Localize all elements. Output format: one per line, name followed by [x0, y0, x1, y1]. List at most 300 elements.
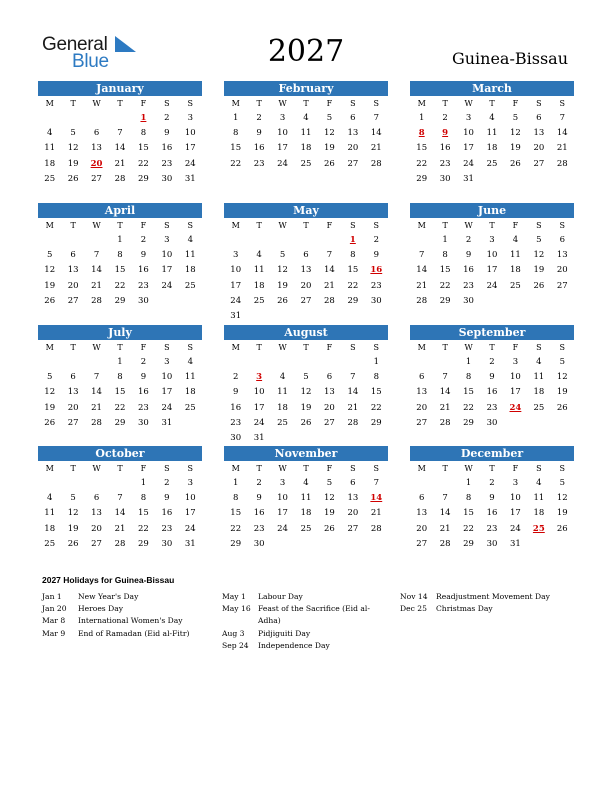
day-cell: 27: [347, 523, 359, 534]
weekday-label: T: [256, 99, 262, 108]
day-cell: 3: [279, 113, 286, 123]
month-grid: [224, 219, 388, 324]
holiday-marker: 1: [349, 235, 356, 245]
day-cell: 15: [230, 508, 242, 519]
day-cell: 18: [300, 143, 312, 154]
day-cell: 22: [114, 280, 126, 291]
day-cell: 30: [486, 417, 498, 428]
month-may: [224, 203, 388, 324]
day-cell: 19: [533, 265, 545, 276]
day-cell: 18: [533, 508, 545, 519]
day-cell: 8: [442, 250, 448, 261]
empty-cell: [224, 233, 247, 248]
day-cell: 20: [67, 402, 79, 413]
weekday-label: S: [536, 221, 542, 230]
empty-cell: [318, 233, 341, 248]
day-cell: 1: [117, 235, 123, 245]
day-cell: 12: [67, 143, 79, 154]
day-cell: 13: [347, 128, 359, 139]
day-cell: 12: [533, 250, 545, 261]
day-cell: 26: [556, 523, 568, 534]
holiday-item: [42, 591, 192, 603]
day-cell: 21: [370, 143, 382, 154]
day-cell: 5: [559, 357, 565, 367]
day-cell: 12: [44, 265, 56, 276]
holiday-marker: 24: [509, 402, 522, 413]
day-cell: 3: [187, 113, 193, 123]
day-cell: 29: [138, 538, 149, 549]
day-cell: 2: [442, 113, 448, 123]
weekday-label: T: [442, 343, 448, 352]
day-cell: 29: [463, 417, 474, 428]
weekday-label: W: [278, 343, 287, 352]
month-grid: [38, 341, 202, 431]
weekday-label: S: [559, 99, 566, 108]
weekday-label: S: [164, 343, 170, 352]
weekday-label: F: [140, 343, 147, 352]
logo-text-general: General: [42, 34, 108, 55]
day-cell: 19: [510, 143, 521, 154]
weekday-label: T: [117, 221, 123, 230]
day-cell: 7: [373, 113, 379, 123]
holiday-date: Mar 9: [42, 628, 66, 638]
day-cell: 4: [187, 357, 193, 367]
day-cell: 13: [556, 250, 568, 261]
day-cell: 8: [140, 493, 147, 504]
day-cell: 26: [300, 417, 312, 428]
month-september: [410, 325, 574, 431]
empty-cell: [294, 355, 317, 370]
day-cell: 26: [510, 158, 521, 169]
day-cell: 9: [373, 250, 379, 261]
empty-cell: [38, 355, 61, 370]
day-cell-holiday: [132, 111, 155, 126]
month-march: [410, 81, 574, 187]
weekday-label: T: [489, 343, 495, 352]
day-cell: 19: [277, 280, 288, 291]
holiday-column: [222, 591, 372, 652]
empty-cell: [247, 355, 270, 370]
day-cell: 9: [256, 128, 262, 139]
month-june: [410, 203, 574, 309]
day-cell: 26: [556, 402, 568, 413]
month-title: July: [38, 325, 202, 340]
weekday-label: M: [45, 343, 54, 352]
day-cell: 23: [253, 523, 265, 534]
day-cell: 4: [279, 372, 286, 383]
day-cell: 28: [91, 417, 102, 428]
holiday-item: [222, 640, 372, 652]
day-cell: 4: [47, 128, 53, 139]
day-cell: 6: [419, 372, 425, 383]
weekday-label: S: [187, 464, 194, 473]
day-cell: 18: [510, 265, 521, 276]
weekday-label: T: [256, 343, 262, 352]
day-cell: 25: [300, 158, 312, 169]
day-cell: 30: [486, 538, 498, 549]
weekday-label: T: [70, 221, 76, 230]
day-cell: 8: [233, 493, 239, 504]
holiday-marker: 8: [418, 128, 425, 139]
day-cell: 17: [184, 143, 196, 154]
day-cell: 20: [324, 402, 335, 413]
day-cell: 28: [347, 417, 359, 428]
day-cell: 23: [230, 417, 242, 428]
holiday-marker: 9: [442, 128, 449, 139]
day-cell: 11: [300, 128, 312, 139]
day-cell: 1: [419, 113, 425, 123]
day-cell: 25: [277, 417, 288, 428]
month-november: [224, 446, 388, 552]
day-cell: 31: [230, 310, 242, 321]
day-cell: 15: [347, 265, 359, 276]
day-cell: 12: [556, 493, 568, 504]
day-cell: 16: [161, 508, 173, 519]
day-cell: 14: [91, 265, 102, 276]
day-cell: 18: [184, 387, 196, 398]
day-cell: 16: [253, 508, 265, 519]
day-cell: 22: [370, 402, 382, 413]
day-cell: 22: [138, 523, 149, 534]
weekday-label: T: [117, 343, 123, 352]
day-cell: 19: [44, 402, 56, 413]
day-cell: 13: [533, 128, 545, 139]
day-cell: 4: [256, 250, 262, 261]
weekday-label: W: [464, 343, 473, 352]
month-grid: [224, 462, 388, 552]
day-cell: 16: [486, 387, 498, 398]
day-cell: 17: [463, 143, 474, 154]
day-cell: 3: [512, 357, 519, 367]
holiday-name: Pidjiguiti Day: [258, 628, 311, 638]
day-cell: 24: [277, 158, 288, 169]
day-cell: 6: [93, 128, 100, 139]
day-cell: 16: [138, 265, 149, 276]
day-cell: 9: [164, 128, 170, 139]
weekday-label: T: [117, 99, 123, 108]
day-cell: 27: [416, 538, 428, 549]
weekday-label: M: [417, 221, 426, 230]
weekday-label: M: [417, 99, 426, 108]
weekday-label: T: [489, 464, 495, 473]
holiday-name: International Women's Day: [78, 616, 183, 626]
month-grid: [224, 341, 388, 446]
day-cell: 10: [486, 250, 498, 261]
month-title: May: [224, 203, 388, 218]
day-cell: 2: [140, 235, 147, 245]
day-cell: 23: [161, 158, 173, 169]
day-cell: 5: [279, 250, 286, 261]
weekday-label: T: [303, 343, 309, 352]
day-cell-holiday: [410, 126, 433, 141]
day-cell: 24: [184, 523, 196, 534]
day-cell: 19: [67, 523, 79, 534]
day-cell: 26: [324, 158, 335, 169]
day-cell: 6: [536, 113, 542, 123]
day-cell: 9: [256, 493, 262, 504]
weekday-label: M: [417, 343, 426, 352]
weekday-label: T: [303, 464, 309, 473]
day-cell: 7: [117, 128, 123, 139]
day-cell: 15: [138, 508, 149, 519]
day-cell: 8: [465, 493, 472, 504]
holiday-name: Independence Day: [258, 640, 330, 650]
day-cell: 15: [138, 143, 149, 154]
day-cell: 24: [486, 280, 498, 291]
day-cell: 24: [463, 158, 474, 169]
day-cell: 12: [67, 508, 79, 519]
day-cell: 23: [486, 523, 498, 534]
day-cell: 2: [489, 357, 495, 367]
empty-cell: [38, 233, 61, 248]
day-cell: 4: [512, 235, 519, 245]
empty-cell: [433, 476, 456, 491]
holiday-date: May 1: [222, 592, 246, 601]
day-cell: 31: [463, 173, 474, 184]
day-cell: 19: [556, 508, 568, 519]
day-cell: 28: [324, 295, 335, 306]
day-cell: 22: [114, 402, 126, 413]
day-cell: 30: [161, 538, 173, 549]
day-cell: 17: [161, 387, 173, 398]
day-cell: 23: [370, 280, 382, 291]
day-cell: 20: [533, 143, 545, 154]
empty-cell: [410, 233, 433, 248]
day-cell: 10: [510, 372, 521, 383]
day-cell: 16: [161, 143, 173, 154]
day-cell: 26: [324, 523, 335, 534]
day-cell: 7: [350, 372, 356, 383]
day-cell: 29: [439, 295, 451, 306]
calendar-country: Guinea-Bissau: [451, 49, 568, 68]
day-cell: 15: [114, 265, 126, 276]
day-cell: 16: [253, 143, 265, 154]
day-cell: 10: [230, 265, 242, 276]
weekday-label: T: [303, 99, 309, 108]
day-cell: 25: [44, 538, 56, 549]
holiday-name: Heroes Day: [78, 604, 124, 614]
day-cell: 3: [164, 357, 170, 367]
month-grid: [224, 97, 388, 172]
day-cell: 28: [91, 295, 102, 306]
day-cell: 10: [277, 493, 288, 504]
day-cell: 25: [184, 402, 196, 413]
day-cell: 24: [184, 158, 196, 169]
day-cell: 15: [114, 387, 126, 398]
day-cell-holiday: [85, 157, 108, 172]
day-cell: 25: [533, 402, 545, 413]
weekday-label: S: [350, 221, 356, 230]
weekday-label: S: [536, 464, 542, 473]
day-cell: 14: [439, 387, 451, 398]
day-cell: 25: [253, 295, 265, 306]
day-cell: 19: [44, 280, 56, 291]
empty-cell: [433, 355, 456, 370]
holiday-date: Nov 14: [400, 592, 428, 601]
day-cell: 9: [164, 493, 170, 504]
day-cell: 3: [279, 478, 286, 488]
day-cell: 6: [350, 478, 356, 488]
weekday-label: W: [464, 99, 473, 108]
weekday-label: S: [164, 221, 170, 230]
day-cell: 8: [350, 250, 356, 261]
month-grid: [38, 462, 202, 552]
day-cell: 7: [442, 372, 448, 383]
day-cell: 31: [510, 538, 521, 549]
day-cell: 27: [91, 173, 102, 184]
day-cell: 10: [463, 128, 474, 139]
day-cell: 25: [300, 523, 312, 534]
day-cell: 28: [556, 158, 568, 169]
day-cell: 6: [559, 235, 565, 245]
calendar-year: 2027: [267, 34, 345, 69]
day-cell: 20: [556, 265, 568, 276]
day-cell: 26: [44, 417, 56, 428]
empty-cell: [410, 476, 433, 491]
day-cell: 28: [416, 295, 428, 306]
day-cell: 29: [463, 538, 474, 549]
day-cell: 10: [277, 128, 288, 139]
month-april: [38, 203, 202, 309]
weekday-label: T: [442, 99, 448, 108]
holiday-item: [222, 603, 372, 627]
empty-cell: [38, 476, 61, 491]
month-grid: [38, 97, 202, 187]
month-title: June: [410, 203, 574, 218]
day-cell: 26: [277, 295, 288, 306]
weekday-label: S: [373, 464, 380, 473]
day-cell: 21: [91, 280, 102, 291]
day-cell: 18: [184, 265, 196, 276]
weekday-label: T: [489, 221, 495, 230]
holiday-date: Sep 24: [222, 640, 249, 650]
holiday-item: [400, 591, 582, 603]
holiday-marker: 16: [370, 265, 383, 276]
day-cell: 21: [324, 280, 335, 291]
day-cell: 5: [326, 113, 333, 123]
day-cell: 6: [70, 372, 76, 383]
weekday-label: F: [326, 221, 333, 230]
day-cell: 30: [138, 417, 149, 428]
empty-cell: [410, 355, 433, 370]
day-cell: 10: [184, 493, 196, 504]
holiday-marker: 1: [140, 113, 147, 123]
month-august: [224, 325, 388, 446]
empty-cell: [108, 111, 131, 126]
day-cell: 29: [230, 538, 242, 549]
day-cell: 27: [67, 295, 79, 306]
day-cell: 26: [67, 173, 79, 184]
day-cell: 17: [510, 387, 521, 398]
day-cell: 22: [347, 280, 359, 291]
day-cell: 3: [512, 478, 519, 488]
day-cell: 22: [463, 523, 474, 534]
weekday-label: S: [373, 343, 380, 352]
day-cell: 28: [370, 158, 382, 169]
day-cell: 17: [253, 402, 265, 413]
weekday-label: F: [512, 221, 519, 230]
day-cell: 30: [138, 295, 149, 306]
holiday-date: May 16: [222, 604, 251, 614]
day-cell: 19: [324, 143, 335, 154]
day-cell: 3: [187, 478, 193, 488]
day-cell: 10: [161, 372, 173, 383]
day-cell: 8: [373, 372, 379, 383]
weekday-label: T: [256, 464, 262, 473]
day-cell: 20: [347, 508, 359, 519]
holiday-item: [400, 603, 582, 615]
day-cell: 13: [416, 387, 428, 398]
day-cell: 20: [91, 523, 102, 534]
day-cell: 12: [300, 387, 312, 398]
holidays-title: 2027 Holidays for Guinea-Bissau: [42, 575, 175, 585]
day-cell: 20: [347, 143, 359, 154]
day-cell: 9: [140, 372, 147, 383]
weekday-label: S: [350, 99, 356, 108]
day-cell: 22: [138, 158, 149, 169]
day-cell: 4: [536, 357, 542, 367]
day-cell: 19: [556, 387, 568, 398]
day-cell: 22: [230, 158, 242, 169]
day-cell: 11: [253, 265, 265, 276]
day-cell: 2: [489, 478, 495, 488]
day-cell: 30: [463, 295, 474, 306]
day-cell: 15: [370, 387, 382, 398]
day-cell: 8: [233, 128, 239, 139]
empty-cell: [224, 355, 247, 370]
day-cell: 4: [489, 113, 495, 123]
month-january: [38, 81, 202, 187]
weekday-label: S: [187, 99, 194, 108]
day-cell: 13: [91, 143, 102, 154]
weekday-label: T: [70, 464, 76, 473]
day-cell: 28: [439, 538, 451, 549]
day-cell: 9: [465, 250, 472, 261]
holiday-name: Readjustment Movement Day: [436, 592, 550, 601]
month-title: September: [410, 325, 574, 340]
day-cell: 22: [416, 158, 428, 169]
month-grid: [410, 341, 574, 431]
holidays-section: [42, 575, 582, 650]
day-cell: 3: [164, 235, 170, 245]
empty-cell: [271, 233, 294, 248]
day-cell: 23: [138, 402, 149, 413]
day-cell: 2: [256, 113, 262, 123]
day-cell: 7: [442, 493, 448, 504]
day-cell: 30: [370, 295, 382, 306]
month-grid: [410, 97, 574, 187]
day-cell: 29: [114, 295, 126, 306]
holiday-marker: 25: [532, 523, 545, 534]
month-title: August: [224, 325, 388, 340]
day-cell: 4: [303, 478, 309, 488]
holiday-column: [42, 591, 192, 640]
day-cell: 18: [44, 158, 56, 169]
empty-cell: [85, 233, 108, 248]
day-cell: 17: [277, 143, 288, 154]
holiday-item: [42, 615, 192, 627]
day-cell: 23: [439, 158, 451, 169]
day-cell: 12: [510, 128, 521, 139]
day-cell: 7: [559, 113, 565, 123]
day-cell: 1: [117, 357, 123, 367]
day-cell: 16: [463, 265, 474, 276]
day-cell: 9: [233, 387, 239, 398]
weekday-label: T: [442, 464, 448, 473]
weekday-label: T: [442, 221, 448, 230]
empty-cell: [85, 111, 108, 126]
weekday-label: F: [140, 221, 147, 230]
